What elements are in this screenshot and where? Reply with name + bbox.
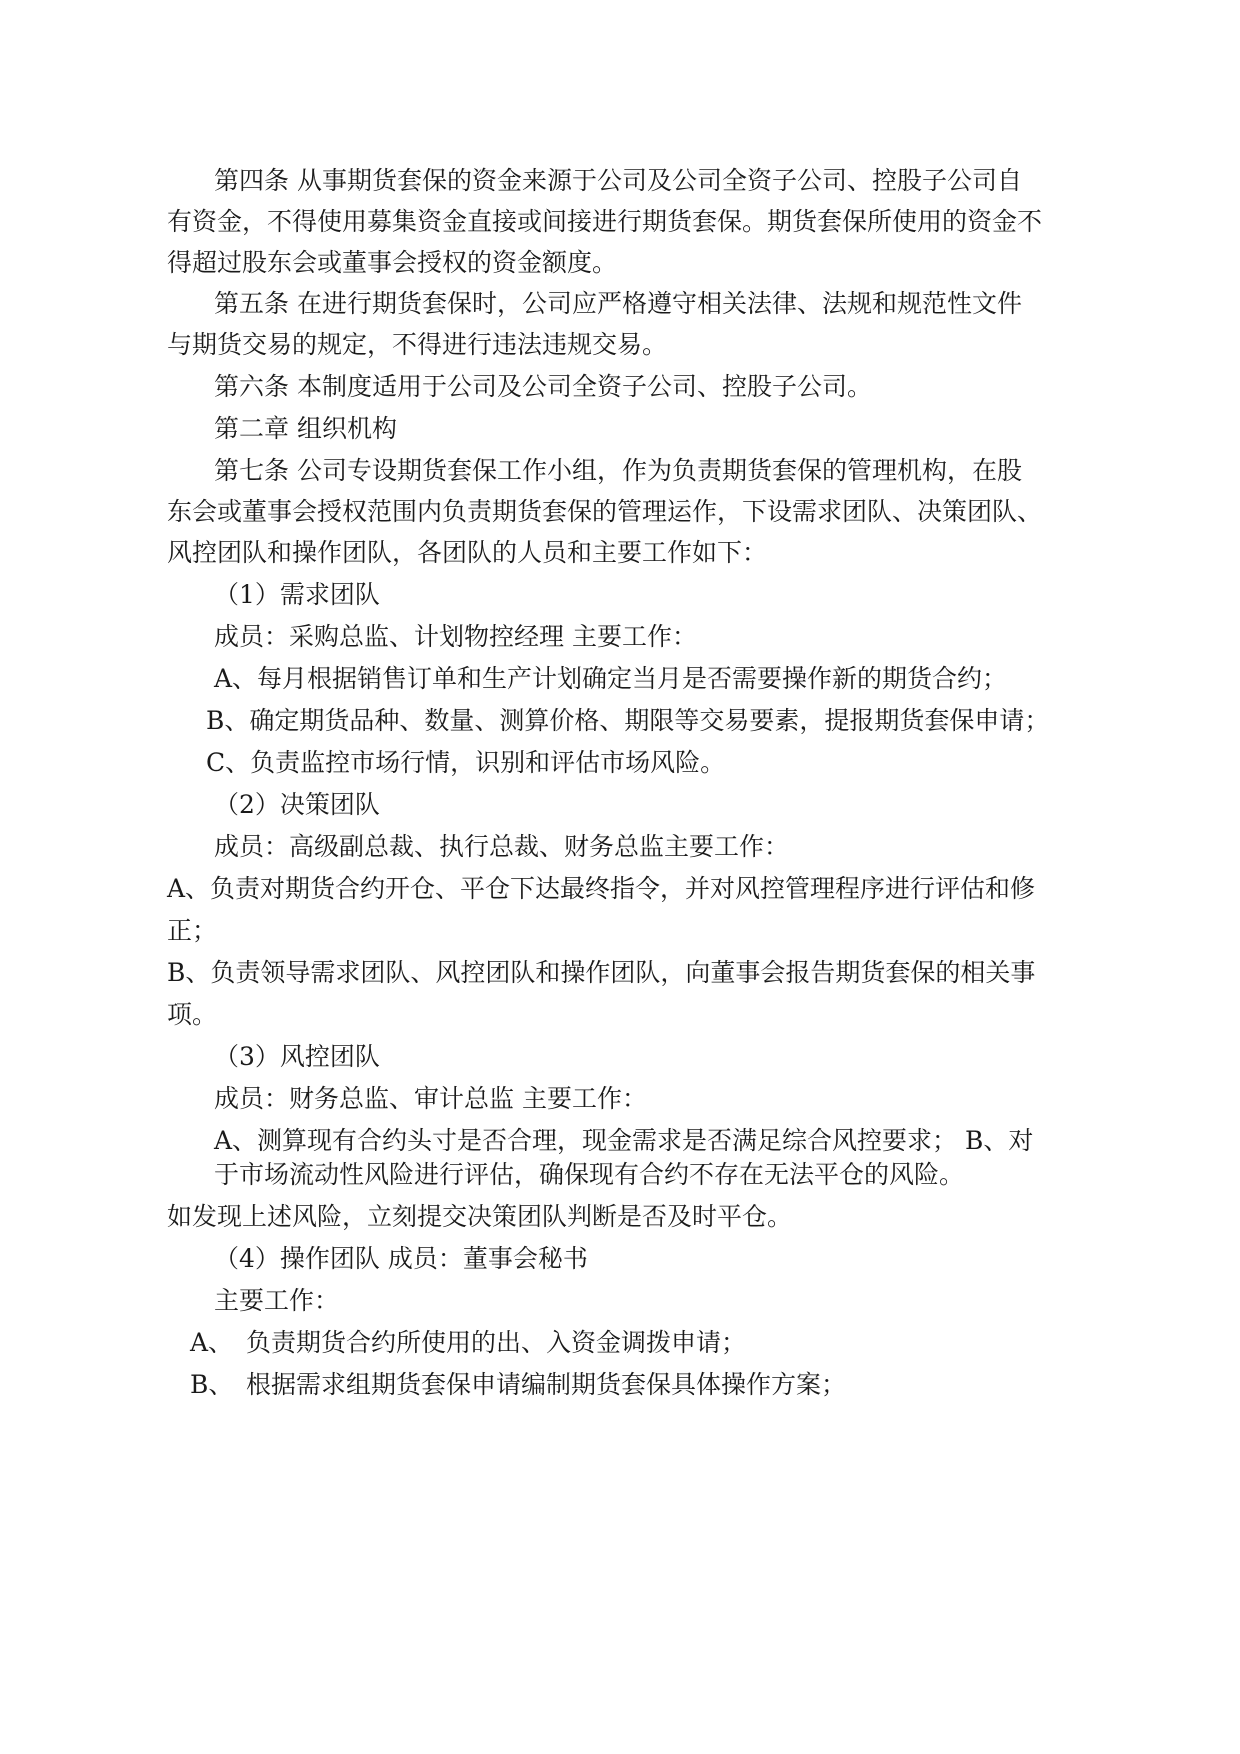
team3-members: 成员：财务总监、审计总监 主要工作： [214, 1084, 647, 1113]
team2-item-b-line-2: 项。 [167, 1000, 218, 1029]
team3-note: 如发现上述风险，立刻提交决策团队判断是否及时平仓。 [167, 1202, 793, 1231]
team3-title: （3）风控团队 [214, 1042, 380, 1071]
team4-item-b-marker: B、 [190, 1370, 234, 1399]
team3-items-line-1: A、测算现有合约头寸是否合理，现金需求是否满足综合风控要求； B、对 [214, 1126, 1034, 1155]
team4-title-line: （4）操作团队 成员：董事会秘书 [214, 1244, 588, 1273]
article7-line-3: 风控团队和操作团队，各团队的人员和主要工作如下： [167, 538, 768, 567]
chapter2-heading: 第二章 组织机构 [214, 414, 397, 443]
team2-title: （2）决策团队 [214, 790, 380, 819]
article6-text: 第六条 本制度适用于公司及公司全资子公司、控股子公司。 [214, 372, 872, 401]
article7-line-2: 东会或董事会授权范围内负责期货套保的管理运作，下设需求团队、决策团队、 [167, 497, 1043, 526]
team2-item-a-line-2: 正； [167, 916, 218, 945]
team1-item-c: C、负责监控市场行情，识别和评估市场风险。 [206, 748, 726, 777]
team4-item-a-marker: A、 [190, 1328, 234, 1357]
team1-item-b: B、确定期货品种、数量、测算价格、期限等交易要素，提报期货套保申请； [206, 706, 1050, 735]
team1-title: （1）需求团队 [214, 580, 380, 609]
article7-line-1: 第七条 公司专设期货套保工作小组，作为负责期货套保的管理机构，在股 [214, 456, 1022, 485]
article4-line-2: 有资金，不得使用募集资金直接或间接进行期货套保。期货套保所使用的资金不 [167, 207, 1043, 236]
team4-item-b-text: 根据需求组期货套保申请编制期货套保具体操作方案； [246, 1370, 847, 1399]
article4-line-1: 第四条 从事期货套保的资金来源于公司及公司全资子公司、控股子公司自 [214, 166, 1022, 195]
team2-item-a-line-1: A、负责对期货合约开仓、平仓下达最终指令，并对风控管理程序进行评估和修 [167, 874, 1036, 903]
team1-members: 成员：采购总监、计划物控经理 主要工作： [214, 622, 697, 651]
team2-item-b-line-1: B、负责领导需求团队、风控团队和操作团队，向董事会报告期货套保的相关事 [167, 958, 1036, 987]
article5-line-2: 与期货交易的规定，不得进行违法违规交易。 [167, 330, 668, 359]
team4-item-a-text: 负责期货合约所使用的出、入资金调拨申请； [246, 1328, 747, 1357]
article5-line-1: 第五条 在进行期货套保时，公司应严格遵守相关法律、法规和规范性文件 [214, 289, 1022, 318]
team4-work-label: 主要工作： [214, 1286, 340, 1315]
team2-members: 成员：高级副总裁、执行总裁、财务总监主要工作： [214, 832, 790, 861]
team3-items-line-2: 于市场流动性风险进行评估，确保现有合约不存在无法平仓的风险。 [214, 1160, 965, 1189]
article4-line-3: 得超过股东会或董事会授权的资金额度。 [167, 248, 618, 277]
team1-item-a: A、每月根据销售订单和生产计划确定当月是否需要操作新的期货合约； [214, 664, 1008, 693]
